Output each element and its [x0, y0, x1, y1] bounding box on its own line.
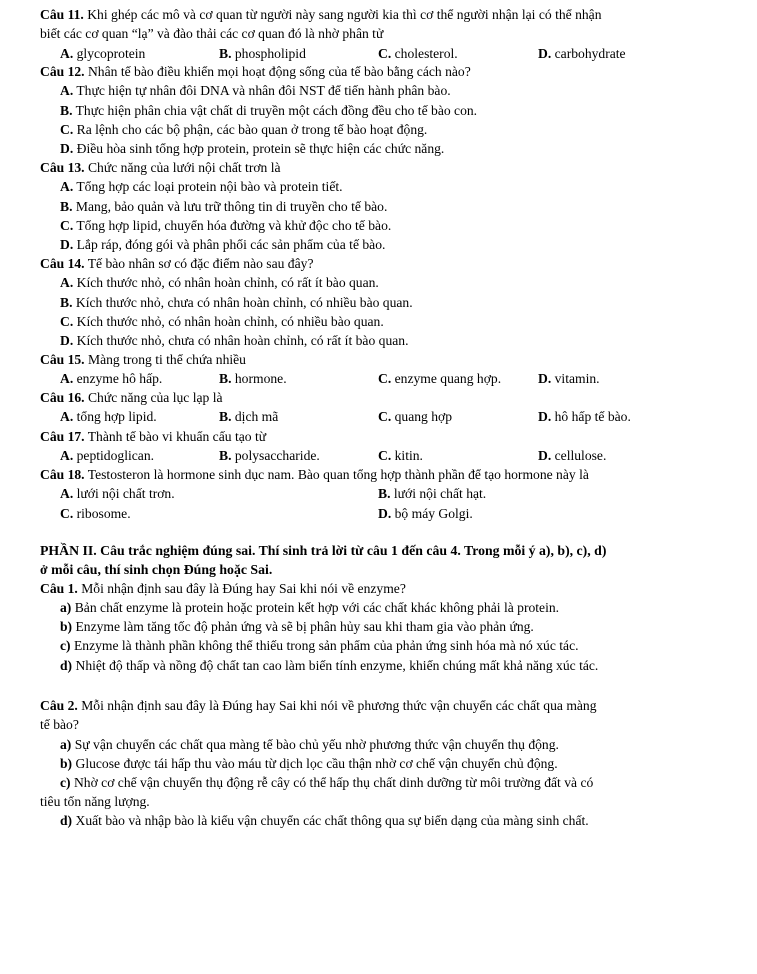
question-text: Thành tế bào vi khuẩn cấu tạo từ	[87, 429, 267, 444]
option-b	[219, 447, 320, 464]
item-text: Nhiệt độ thấp và nồng độ chất tan cao làm biến tính enzyme, khiến chúng mất khả năng xúc tác.	[75, 658, 599, 673]
item-letter: a)	[60, 600, 72, 615]
item-text: vitamin.	[554, 371, 600, 386]
question-text: Khi ghép các mô và cơ quan từ người này sang người kia thì cơ thể người nhận lại có thể nhận	[87, 7, 602, 22]
question-label: Câu 1.	[40, 581, 78, 596]
option-a	[60, 485, 175, 502]
tf-question-2-stem-cont: tế bào?	[40, 717, 79, 732]
item-letter: d)	[60, 658, 73, 673]
question-text: Chức năng của lục lạp là	[87, 390, 223, 405]
item-letter: D.	[60, 333, 74, 348]
option-b	[219, 45, 306, 62]
item-text: Lắp ráp, đóng gói và phân phối các sản phẩm của tế bào.	[76, 237, 386, 252]
item-text: Thực hiện phân chia vật chất di truyền một cách đồng đều cho tế bào con.	[75, 103, 478, 118]
option-d	[538, 447, 606, 464]
item-letter: D.	[538, 371, 552, 386]
question-label: Câu 2.	[40, 698, 78, 713]
item-letter: B.	[219, 448, 232, 463]
option-a	[60, 178, 343, 195]
item-text: Kích thước nhỏ, chưa có nhân hoàn chỉnh, có nhiều bào quan.	[75, 295, 413, 310]
question-text: Màng trong ti thể chứa nhiều	[87, 352, 246, 367]
item-text: cellulose.	[554, 448, 607, 463]
item-letter: D.	[538, 409, 552, 424]
question-label: Câu 17.	[40, 429, 85, 444]
item-text: hormone.	[234, 371, 287, 386]
question-label: Câu 14.	[40, 256, 85, 271]
question-text: Chức năng của lưới nội chất trơn là	[87, 160, 281, 175]
item-text: lưới nội chất trơn.	[76, 486, 175, 501]
option-a	[60, 408, 157, 425]
statement-b	[60, 618, 534, 635]
question-label: Câu 13.	[40, 160, 85, 175]
item-text: Kích thước nhỏ, có nhân hoàn chỉnh, có rất ít bào quan.	[76, 275, 379, 290]
statement-c	[60, 774, 593, 791]
item-text: Kích thước nhỏ, chưa có nhân hoàn chỉnh, có rất ít bào quan.	[76, 333, 409, 348]
statement-b	[60, 755, 558, 772]
item-text: bộ máy Golgi.	[394, 506, 473, 521]
item-letter: D.	[538, 46, 552, 61]
item-text: cholesterol.	[394, 46, 458, 61]
question-label: Câu 12.	[40, 64, 85, 79]
item-text: phospholipid	[234, 46, 306, 61]
item-text: Tổng hợp các loại protein nội bào và protein tiết.	[76, 179, 343, 194]
item-text: Bản chất enzyme là protein hoặc protein kết hợp với các chất khác không phải là protein.	[74, 600, 560, 615]
statement-d	[60, 812, 589, 829]
question-12-stem	[40, 63, 471, 80]
tf-question-2-stem	[40, 697, 597, 714]
item-text: glycoprotein	[76, 46, 146, 61]
option-a	[60, 82, 451, 99]
item-text: lưới nội chất hạt.	[393, 486, 487, 501]
question-text: Tế bào nhân sơ có đặc điểm nào sau đây?	[87, 256, 314, 271]
option-d	[60, 332, 408, 349]
item-letter: B.	[60, 199, 73, 214]
item-text: Tổng hợp lipid, chuyển hóa đường và khử độc cho tế bào.	[76, 218, 392, 233]
item-letter: A.	[60, 448, 74, 463]
option-d	[60, 236, 385, 253]
item-text: kitin.	[394, 448, 423, 463]
item-text: quang hợp	[394, 409, 453, 424]
option-c	[378, 370, 501, 387]
item-letter: c)	[60, 638, 71, 653]
item-letter: B.	[60, 295, 73, 310]
question-14-stem	[40, 255, 313, 272]
item-text: enzyme quang hợp.	[394, 371, 502, 386]
question-text: Mỗi nhận định sau đây là Đúng hay Sai khi nói về phương thức vận chuyển các chất qua màng	[81, 698, 597, 713]
item-letter: B.	[378, 486, 391, 501]
question-label: Câu 16.	[40, 390, 85, 405]
item-letter: B.	[219, 409, 232, 424]
item-letter: c)	[60, 775, 71, 790]
option-d	[60, 140, 444, 157]
item-letter: C.	[60, 122, 74, 137]
item-text: Kích thước nhỏ, có nhân hoàn chỉnh, có nhiều bào quan.	[76, 314, 384, 329]
item-letter: C.	[378, 371, 392, 386]
item-letter: b)	[60, 619, 73, 634]
statement-c	[60, 637, 579, 654]
question-text: Testosteron là hormone sinh dục nam. Bào quan tổng hợp thành phần để tạo hormone này là	[87, 467, 589, 482]
question-label: Câu 11.	[40, 7, 84, 22]
item-letter: C.	[378, 409, 392, 424]
option-d	[538, 408, 631, 425]
option-b	[378, 485, 486, 502]
item-text: Enzyme là thành phần không thể thiếu trong sản phẩm của phản ứng sinh hóa mà nó xúc tác.	[73, 638, 579, 653]
item-letter: D.	[60, 237, 74, 252]
item-text: Sự vận chuyển các chất qua màng tế bào chủ yếu nhờ phương thức vận chuyển thụ động.	[74, 737, 559, 752]
option-c	[378, 408, 452, 425]
option-b	[219, 408, 278, 425]
item-letter: a)	[60, 737, 72, 752]
option-c	[60, 505, 131, 522]
section-heading-cont: ở mỗi câu, thí sinh chọn Đúng hoặc Sai.	[40, 562, 273, 577]
item-text: Điều hòa sinh tổng hợp protein, protein sẽ thực hiện các chức năng.	[76, 141, 445, 156]
item-text: Glucose được tái hấp thu vào máu từ dịch lọc cầu thận nhờ cơ chế vận chuyển chủ động.	[75, 756, 558, 771]
option-b	[60, 102, 477, 119]
item-text: enzyme hô hấp.	[76, 371, 163, 386]
item-text: Mang, bảo quản và lưu trữ thông tin di truyền cho tế bào.	[75, 199, 388, 214]
item-text: ribosome.	[76, 506, 131, 521]
option-d	[378, 505, 473, 522]
question-13-stem	[40, 159, 281, 176]
item-letter: C.	[60, 506, 74, 521]
item-letter: C.	[60, 314, 74, 329]
item-letter: A.	[60, 409, 74, 424]
item-letter: A.	[60, 275, 74, 290]
item-letter: A.	[60, 179, 74, 194]
item-text: dịch mã	[234, 409, 279, 424]
question-11-stem-cont: biết các cơ quan “lạ” và đào thải các cơ quan đó là nhờ phân tử	[40, 26, 384, 41]
question-11-stem	[40, 6, 602, 23]
item-text: Thực hiện tự nhân đôi DNA và nhân đôi NST để tiến hành phân bào.	[76, 83, 451, 98]
item-letter: C.	[60, 218, 74, 233]
item-letter: A.	[60, 46, 74, 61]
option-c	[60, 313, 384, 330]
item-letter: D.	[60, 141, 74, 156]
question-label: Câu 15.	[40, 352, 85, 367]
item-letter: B.	[60, 103, 73, 118]
tf-question-1-stem	[40, 580, 406, 597]
item-letter: D.	[538, 448, 552, 463]
question-16-stem	[40, 389, 223, 406]
item-text: Enzyme làm tăng tốc độ phản ứng và sẽ bị phân hủy sau khi tham gia vào phản ứng.	[75, 619, 534, 634]
item-letter: C.	[378, 448, 392, 463]
item-text: peptidoglican.	[76, 448, 155, 463]
option-d	[538, 45, 626, 62]
item-letter: B.	[219, 46, 232, 61]
question-15-stem	[40, 351, 246, 368]
question-18-stem	[40, 466, 589, 483]
item-text: polysaccharide.	[234, 448, 320, 463]
option-b	[60, 294, 413, 311]
item-letter: A.	[60, 83, 74, 98]
option-a	[60, 45, 145, 62]
option-d	[538, 370, 600, 387]
item-text: carbohydrate	[554, 46, 626, 61]
item-letter: d)	[60, 813, 73, 828]
section-heading: PHẦN II. Câu trắc nghiệm đúng sai. Thí sinh trả lời từ câu 1 đến câu 4. Trong mỗi ý a), b), c), d)	[40, 543, 607, 558]
item-letter: B.	[219, 371, 232, 386]
item-text: Xuất bào và nhập bào là kiểu vận chuyển các chất thông qua sự biến dạng của màng sinh chất.	[75, 813, 589, 828]
item-text: tổng hợp lipid.	[76, 409, 157, 424]
question-label: Câu 18.	[40, 467, 85, 482]
statement-d	[60, 657, 598, 674]
item-text: hô hấp tế bào.	[554, 409, 631, 424]
statement-c-cont: tiêu tốn năng lượng.	[40, 794, 150, 809]
item-letter: A.	[60, 486, 74, 501]
option-a	[60, 447, 154, 464]
option-c	[60, 217, 391, 234]
option-b	[60, 198, 387, 215]
item-text: Nhờ cơ chế vận chuyển thụ động rễ cây có thể hấp thụ chất dinh dưỡng từ môi trường đất và có	[73, 775, 594, 790]
question-text: Nhân tế bào điều khiển mọi hoạt động sống của tế bào bằng cách nào?	[87, 64, 471, 79]
item-letter: C.	[378, 46, 392, 61]
option-c	[60, 121, 427, 138]
option-c	[378, 45, 458, 62]
question-17-stem	[40, 428, 266, 445]
question-text: Mỗi nhận định sau đây là Đúng hay Sai khi nói về enzyme?	[81, 581, 406, 596]
item-letter: A.	[60, 371, 74, 386]
statement-a	[60, 736, 559, 753]
item-letter: b)	[60, 756, 73, 771]
item-letter: D.	[378, 506, 392, 521]
item-text: Ra lệnh cho các bộ phận, các bào quan ở trong tế bào hoạt động.	[76, 122, 428, 137]
option-a	[60, 274, 379, 291]
statement-a	[60, 599, 559, 616]
option-c	[378, 447, 423, 464]
option-a	[60, 370, 162, 387]
option-b	[219, 370, 287, 387]
